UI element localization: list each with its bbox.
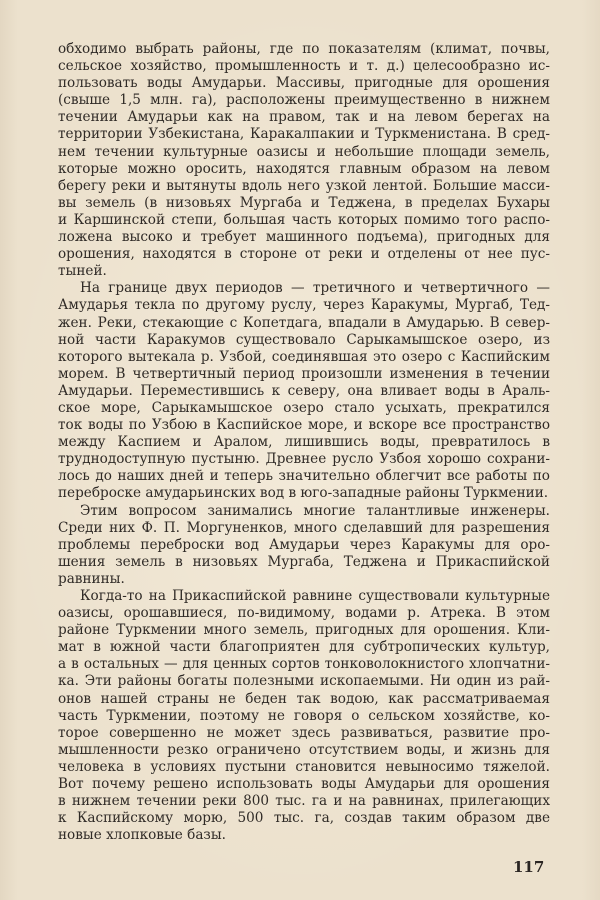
text-line: тыней. — [58, 263, 107, 280]
text-line: а в остальных — для ценных сортов тонковолокнистого хлопчатни- — [58, 656, 550, 673]
text-line: течении Амударьи как на правом, так и на левом берегах на — [58, 109, 550, 126]
text-line: морем. В четвертичный период произошли изменения в течении — [58, 365, 550, 382]
text-line: Амударья текла по другому руслу, через Каракумы, Мургаб, Тед- — [58, 297, 550, 314]
text-line: жен. Реки, стекающие с Копетдага, впадали в Амударью. В север- — [58, 314, 550, 331]
text-line: и Каршинской степи, большая часть которых помимо того распо- — [58, 211, 550, 228]
text-line: мат в южной части благоприятен для субтропических культур, — [58, 639, 550, 656]
text-line: в нижнем течении реки 800 тыс. га и на равнинах, прилегающих — [58, 793, 550, 810]
text-line: равнины. — [58, 570, 125, 587]
text-line: Амударьи. Переместившись к северу, она вливает воды в Араль- — [58, 382, 550, 399]
text-line: Когда-то на Прикаспийской равнине существовали культурные — [80, 588, 550, 604]
text-line: ной части Каракумов существовало Сарыкамышское озеро, из — [58, 331, 550, 348]
text-line: шения земель в низовьях Мургаба, Теджена и Прикаспийской — [58, 553, 550, 570]
text-line: онов нашей страны не беден так водою, как рассматриваемая — [58, 690, 550, 707]
text-line: мышленности резко ограничено отсутствием воды, и жизнь для — [58, 741, 550, 758]
text-line: На границе двух периодов — третичного и четвертичного — — [80, 280, 550, 297]
text-line: к Каспийскому морю, 500 тыс. га, создав таким образом две — [58, 810, 550, 827]
page-number: 117 — [513, 858, 545, 876]
text-line: переброске амударьинских вод в юго-западные районы Туркмении. — [58, 485, 549, 502]
text-line: нем течении культурные оазисы и небольшие площади земель, — [58, 143, 550, 160]
text-line: которого вытекала р. Узбой, соединявшая это озеро с Каспийским — [58, 348, 550, 365]
text-line: вы земель (в низовьях Мургаба и Теджена, в пределах Бухары — [58, 194, 550, 211]
text-line: торое совершенно не может здесь развиваться, развитие про- — [58, 724, 550, 741]
text-line: новые хлопковые базы. — [58, 827, 226, 844]
text-line: ток воды по Узбою в Каспийское море, и вскоре все пространство — [58, 417, 550, 434]
text-line: берегу реки и вытянуты вдоль него узкой лентой. Большие масси- — [58, 177, 550, 194]
text-line: Вот почему решено использовать воды Амударьи для орошения — [58, 776, 550, 793]
text-line: сельское хозяйство, промышленность и т. д.) целесообразно ис- — [58, 58, 550, 75]
text-line: обходимо выбрать районы, где по показателям (климат, почвы, — [58, 41, 550, 57]
text-line: ка. Эти районы богаты полезными ископаемыми. Ни один из рай- — [58, 673, 550, 690]
text-line: труднодоступную пустыню. Древнее русло Узбоя хорошо сохрани- — [58, 451, 550, 468]
text-line: ложена высоко и требует машинного подъема), пригодных для — [58, 229, 550, 246]
text-line: человека в условиях пустыни становится невыносимо тяжелой. — [58, 758, 550, 775]
text-line: проблемы переброски вод Амударьи через Каракумы для оро- — [58, 536, 550, 553]
text-line: пользовать воды Амударьи. Массивы, пригодные для орошения — [58, 75, 550, 92]
text-line: орошения, находятся в стороне от реки и отделены от нее пус- — [58, 246, 550, 263]
text-line: Этим вопросом занимались многие талантливые инженеры. — [80, 502, 550, 519]
text-line: оазисы, орошавшиеся, по-видимому, водами р. Атрека. В этом — [58, 605, 550, 622]
text-line: которые можно оросить, находятся главным образом на левом — [58, 160, 550, 177]
body-text — [58, 41, 550, 844]
text-line: Среди них Ф. П. Моргуненков, много сделавший для разрешения — [58, 519, 550, 536]
text-line: ское море, Сарыкамышское озеро стало усыхать, прекратился — [58, 399, 550, 416]
text-line: часть Туркмении, поэтому не говоря о сельском хозяйстве, ко- — [58, 707, 550, 724]
text-line: между Каспием и Аралом, лишившись воды, превратилось в — [58, 434, 550, 451]
text-line: (свыше 1,5 млн. га), расположены преимущественно в нижнем — [58, 92, 550, 109]
text-line: территории Узбекистана, Каракалпакии и Туркменистана. В сред- — [58, 126, 550, 143]
text-line: лось до наших дней и теперь значительно облегчит все работы по — [58, 468, 550, 485]
text-line: районе Туркмении много земель, пригодных для орошения. Кли- — [58, 622, 550, 639]
